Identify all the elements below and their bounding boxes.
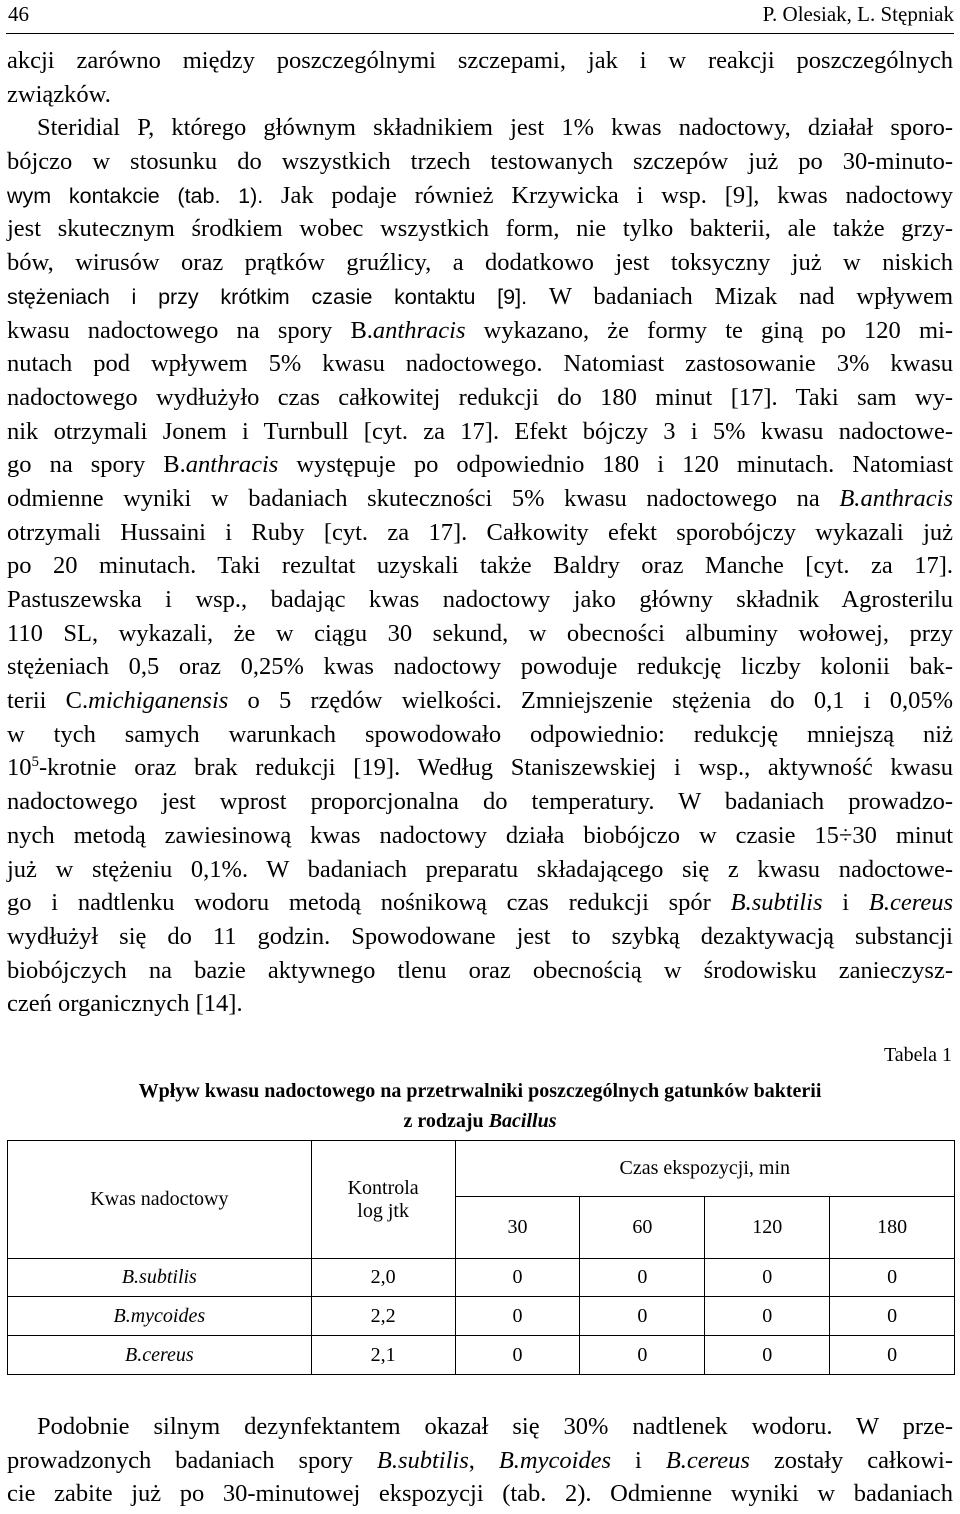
text-line: Podobnie silnym dezynfektantem okazał się 30% nadtlenek wodoru. W prze- — [37, 1413, 953, 1440]
page-number: 46 — [8, 2, 29, 26]
text-line: otrzymali Hussaini i Ruby [cyt. za 17]. Całkowity efekt sporobójczy wykazali już — [7, 518, 953, 546]
text-line: akcji zarówno między poszczególnymi szczepami, jak i w reakcji poszczególnych — [7, 47, 953, 74]
species-name: B.subtilis — [121, 1266, 197, 1288]
text-run: -krotnie oraz brak redukcji [19]. Według Staniszewskiej i wsp., aktywność kwasu — [39, 754, 953, 782]
body-text-continued — [7, 1410, 953, 1511]
species-cell — [8, 1336, 312, 1375]
species-name: B.cereus — [125, 1343, 194, 1366]
text-run: i — [822, 889, 869, 917]
text-run: 30 minut — [852, 821, 954, 849]
text-line: po 20 minutach. Taki rezultat uzyskali także Baldry oraz Manche [cyt. za 17]. — [7, 552, 953, 580]
control-cell: 2,1 — [311, 1336, 455, 1375]
header-acid — [8, 1141, 312, 1259]
species-name: B.mycoides — [498, 1446, 612, 1474]
text-line — [7, 482, 953, 516]
value-cell: 0 — [455, 1297, 580, 1336]
species-cell — [8, 1259, 312, 1297]
value-cell: 0 — [455, 1336, 580, 1375]
table-header-row — [8, 1141, 955, 1197]
text-line: wydłużył się do 11 godzin. Spowodowane jest to szybką dezaktywacją substancji — [7, 922, 953, 950]
species-name: michiganensis — [88, 687, 229, 715]
header-time: 120 — [705, 1197, 830, 1259]
text-line: jest skutecznym środkiem wobec wszystkich form, nie tylko bakterii, ale także grzy- — [7, 215, 953, 243]
division-symbol: ÷ — [838, 821, 853, 849]
header-control — [311, 1141, 455, 1259]
text-line — [7, 179, 953, 213]
data-table — [7, 1140, 955, 1375]
text-run: odmienne wyniki w badaniach skuteczności 5% kwasu nadoctowego na — [7, 484, 840, 512]
text-line: już w stężeniu 0,1%. W badaniach preparatu składającego się z kwasu nadoctowe- — [7, 855, 953, 883]
running-authors: P. Olesiak, L. Stępniak — [762, 2, 954, 26]
header-rule — [6, 33, 954, 34]
control-cell: 2,0 — [311, 1259, 455, 1297]
body-text — [7, 44, 953, 1021]
text-line — [7, 448, 953, 482]
species-name: anthracis — [185, 451, 279, 479]
genus-name: Bacillus — [488, 1110, 557, 1132]
header-time: 30 — [455, 1197, 580, 1259]
text-line: nutach pod wpływem 5% kwasu nadoctowego. Natomiast zastosowanie 3% kwasu — [7, 350, 953, 378]
header-time: 60 — [580, 1197, 705, 1259]
text-run: wykazano, że formy te giną po 120 mi- — [465, 316, 953, 344]
text-run: go i nadtlenku wodoru metodą nośnikową czas redukcji spór — [7, 889, 731, 917]
text-run: W badaniach Mizak nad wpływem — [548, 282, 953, 310]
text-run: 10 — [7, 754, 32, 782]
control-cell: 2,2 — [311, 1297, 455, 1336]
table-title-line — [0, 1106, 960, 1136]
text-run: C. — [65, 687, 89, 715]
text-run: wym kontakcie (tab. 1). — [7, 183, 281, 208]
text-line — [7, 684, 953, 718]
text-run: z rodzaju — [403, 1110, 489, 1132]
header-control-line: log jtk — [357, 1199, 409, 1222]
text-line: cie zabite już po 30-minutowej ekspozycji (tab. 2). Odmienne wyniki w badaniach — [7, 1480, 953, 1508]
text-line — [7, 280, 953, 314]
value-cell: 0 — [580, 1259, 705, 1297]
species-name: anthracis — [372, 316, 466, 344]
species-name: B. — [839, 484, 861, 512]
text-line: biobójczych na bazie aktywnego tlenu oraz obecnością w środowisku zanieczysz- — [7, 956, 953, 984]
text-line: Pastuszewska i wsp., badając kwas nadoctowy jako główny składnik Agrosterilu — [7, 586, 953, 613]
header-exposure-time: Czas ekspozycji, min — [455, 1141, 954, 1197]
text-run: zostały całkowi- — [749, 1446, 953, 1474]
text-run: i — [611, 1446, 666, 1474]
value-cell: 0 — [830, 1336, 955, 1375]
table-label: Tabela 1 — [883, 1044, 952, 1066]
header-control-line: Kontrola — [347, 1176, 419, 1199]
table-row — [8, 1297, 955, 1336]
text-run: prowadzonych badaniach spory — [7, 1446, 377, 1474]
text-line: nadoctowego jest wprost proporcjonalna do temperatury. W badaniach prowadzo- — [7, 788, 953, 816]
value-cell: 0 — [705, 1259, 830, 1297]
species-name: B.cereus — [665, 1446, 750, 1474]
species-name: B.subtilis — [376, 1446, 469, 1474]
text-run: Jak podaje również Krzywicka i wsp. [9], kwas nadoctowy — [280, 181, 953, 209]
text-line — [7, 886, 953, 920]
running-header — [6, 2, 954, 32]
text-line: bójczo w stosunku do wszystkich trzech testowanych szczepów już po 30-minuto- — [7, 148, 953, 176]
text-run: kwasu nadoctowego na spory — [7, 316, 351, 344]
table-row — [8, 1336, 955, 1375]
text-run: B. — [163, 451, 186, 479]
value-cell: 0 — [705, 1297, 830, 1336]
table-title — [0, 1076, 960, 1136]
text-run: występuje po odpowiednio 180 i 120 minutach. Natomiast — [278, 451, 953, 479]
text-line: w tych samych warunkach spowodowało odpowiednio: redukcję mniejszą niż — [7, 720, 953, 748]
header-acid-text: Kwas nadoctowy — [90, 1188, 229, 1210]
text-line: stężeniach 0,5 oraz 0,25% kwas nadoctowy powoduje redukcję liczby kolonii bak- — [7, 653, 953, 681]
text-line: Steridial P, którego głównym składnikiem jest 1% kwas nadoctowy, działał sporo- — [37, 114, 953, 142]
text-line: nadoctowego wydłużyło czas całkowitej redukcji do 180 minut [17]. Taki sam wy- — [7, 383, 953, 411]
table-title-line: Wpływ kwasu nadoctowego na przetrwalniki poszczególnych gatunków bakterii — [138, 1080, 822, 1102]
species-cell — [8, 1297, 312, 1336]
value-cell: 0 — [830, 1259, 955, 1297]
species-name: B.subtilis — [730, 889, 823, 917]
value-cell: 0 — [830, 1297, 955, 1336]
value-cell: 0 — [705, 1336, 830, 1375]
text-run: o 5 rzędów wielkości. Zmniejszenie stężenia do 0,1 i 0,05% — [228, 687, 953, 715]
value-cell: 0 — [455, 1259, 580, 1297]
superscript-exponent: 5 — [31, 754, 39, 771]
table-row — [8, 1259, 955, 1297]
text-line — [7, 819, 953, 853]
text-run: , — [468, 1446, 499, 1474]
text-run: go na spory — [7, 451, 164, 479]
text-line: związków. — [7, 80, 111, 108]
text-run: terii — [7, 687, 66, 715]
value-cell: 0 — [580, 1336, 705, 1375]
text-line: czeń organicznych [14]. — [7, 990, 243, 1018]
species-name: B.mycoides — [113, 1304, 206, 1327]
species-name: anthracis — [860, 484, 953, 512]
text-line — [7, 751, 953, 785]
text-line — [7, 314, 953, 348]
species-name: B.cereus — [868, 889, 953, 917]
text-line: bów, wirusów oraz prątków gruźlicy, a dodatkowo jest toksyczny już w niskich — [7, 249, 953, 277]
text-run: B. — [350, 316, 373, 344]
text-line: nik otrzymali Jonem i Turnbull [cyt. za 17]. Efekt bójczy 3 i 5% kwasu nadoctowe- — [7, 417, 953, 445]
text-line — [7, 1444, 953, 1478]
text-run: stężeniach i przy krótkim czasie kontaktu [9]. — [7, 284, 549, 309]
header-time: 180 — [830, 1197, 955, 1259]
text-run: nych metodą zawiesinową kwas nadoctowy działa biobójczo w czasie 15 — [7, 821, 839, 849]
value-cell: 0 — [580, 1297, 705, 1336]
text-line: 110 SL, wykazali, że w ciągu 30 sekund, w obecności albuminy wołowej, przy — [7, 619, 953, 647]
